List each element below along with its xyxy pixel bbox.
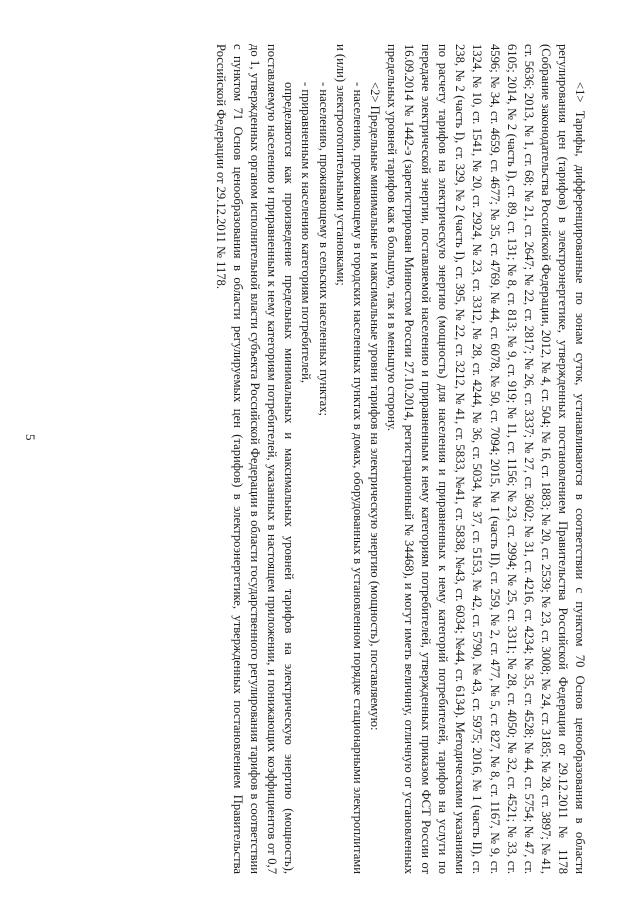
closing-paragraph: определяются как произведение предельных минимальных и максимальных уровней тарифов на электрическую энергию (мощность), поставляемую населению и приравненным к нему категориям потребителей, указанных в настоящем приложении, и понижающих коэффициентов от 0,7 до 1, утвержденных органом исполнительной власти субъекта Российской Федерации в области государственного регулирования тарифов в соответствии с пунктом 71 Основ ценообразования в области регулируемых цен (тарифов) в электроэнергетике, утвержденных постановлением Правительства Российской Федерации от 29.12.2011 № 1178. — [214, 44, 297, 874]
list-item: - населению, проживающему в городских населенных пунктах в домах, оборудованных в установленном порядке стационарными электроплитами и (или) электроотопительными установками; — [333, 44, 365, 874]
footnote-1-text: Тарифы, дифференцированные по зонам суток, устанавливаются в соответствии с пунктом 70 Основ ценообразования в области регулирования цен (тарифов) в электроэнергетике, утвержденных постановлением Правительства Российской Федерации от 29.12.2011 № 1178 (Собрание законодательства Российской Федерации, 2012, № 4, ст. 504; № 16, ст. 1883; № 20, ст. 2539; № 23, ст. 3008; № 24, ст. 3185; № 28, ст. 3897; № 41, ст. 5636; 2013, № 1, ст. 68; № 21, ст. 2647; № 22, ст. 2817; № 26, ст. 3337; № 27, ст. 3602; № 31, ст. 4216, ст. 4234; № 35, ст. 4528; № 44, ст. 5754; № 47, ст. 6105; 2014, № 2 (часть I), ст. 89, ст. 131; № 8, ст. 813; № 9, ст. 919; № 11, ст. 1156; № 23, ст. 2994; № 25, ст. 3311; № 28, ст. 4050; № 32, ст. 4521; № 33, ст. 4596; № 34, ст. 4659, ст. 4677; № 35, ст. 4769, № 44, ст. 6078, № 50, ст. 7094; 2015, № 1 (часть II), ст. 259, № 2, ст. 477, № 5, ст. 827, № 8, ст. 1167, № 9, ст. 1324, № 10, ст. 1541, № 20, ст. 2924, № 23, ст. 3312, № 28, ст. 4244, № 36, ст. 5034, № 37, ст. 5153, № 42, ст. 5790, № 43, ст. 5975; 2016, № 1 (часть II), ст. 238, № 2 (часть I), ст. 329, № 2 (часть I), ст. 395, № 22, ст. 3212, № 41, ст. 5833, №41, ст. 5838, №43, ст. 6034; №44, ст. 6134). Методическими указаниями по расчету тарифов на электрическую энергию (мощность) для населения и приравненных к нему категорий потребителей, тарифов на услуги по передаче электрической энергии, поставляемой населению и приравненным к нему категориям потребителей, утвержденных приказом ФСТ России от 16.09.2014 № 1442-э (зарегистрирован Минюстом России 27.10.2014, регистрационный № 34468), и могут иметь величину, отличную от установленных предельных уровней тарифов как в большую, так и в меньшую сторону. — [384, 44, 587, 874]
footnote-2 — [366, 44, 383, 874]
page-number: 5 — [23, 434, 38, 441]
list-item: - населению, проживающему в сельских населенных пунктах; — [316, 82, 331, 417]
document-body — [68, 44, 588, 874]
footnote-2-text: Предельные минимальные и максимальные уровни тарифов на электрическую энергию (мощность), поставляемую: — [367, 105, 382, 731]
list-item: - приравненным к населению категориям потребителей, — [299, 82, 314, 383]
footnote-1-marker: <1> — [573, 82, 587, 103]
footnote-1 — [383, 44, 588, 874]
footnote-2-marker: <2> — [367, 82, 382, 103]
